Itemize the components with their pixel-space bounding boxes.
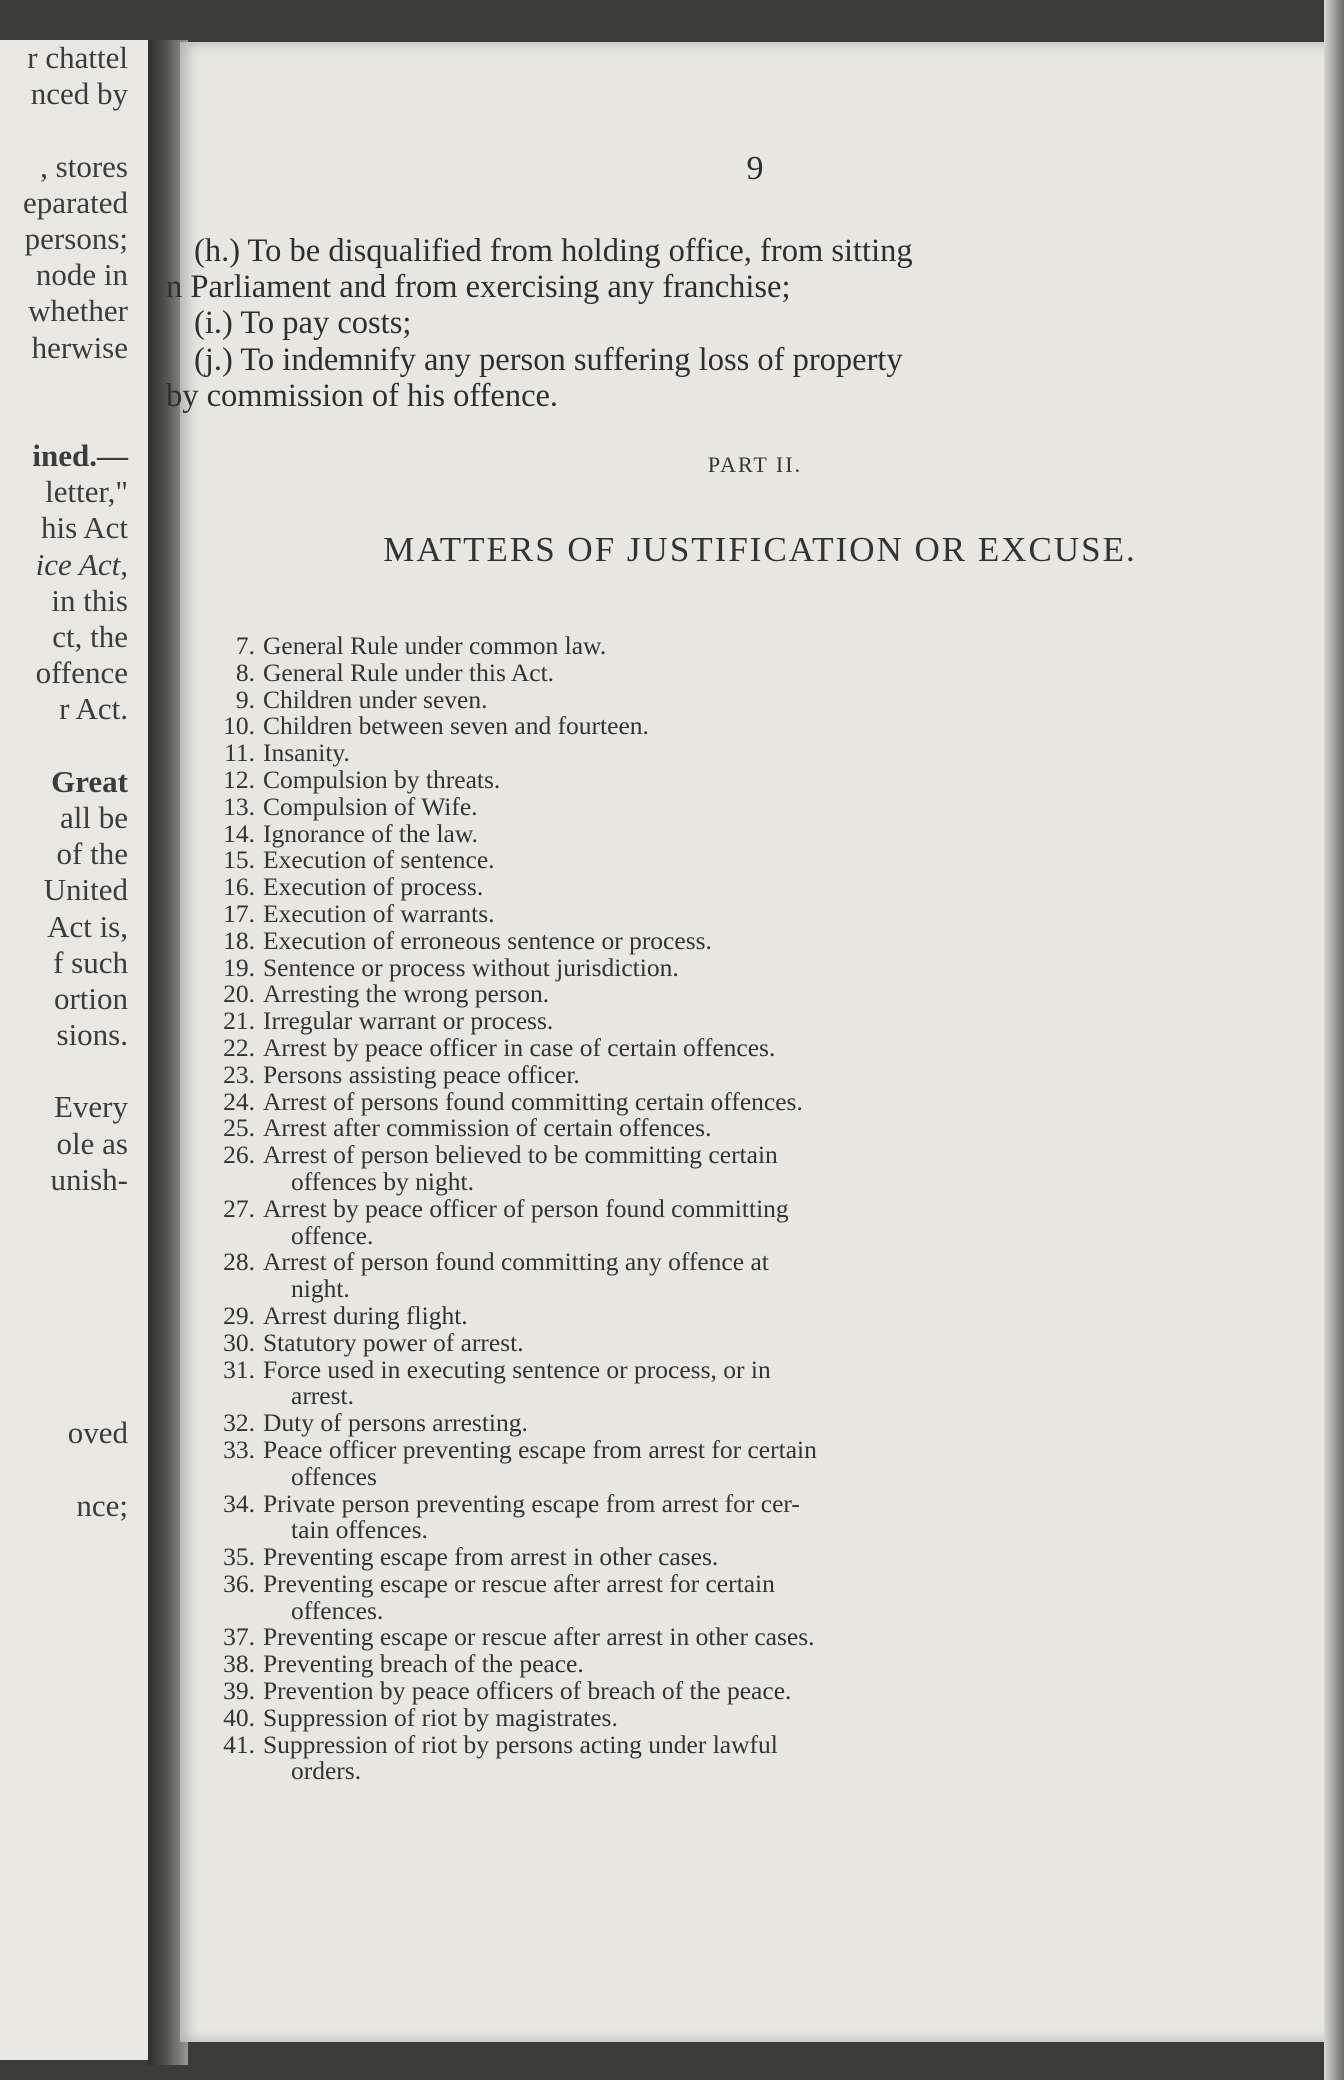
section-title xyxy=(263,1193,1212,1250)
left-page-line: , stores xyxy=(40,148,128,184)
contents-entry xyxy=(212,981,1212,1008)
section-title-line: Arrest of person found committing any offence at xyxy=(263,1247,769,1277)
left-page-line: letter," xyxy=(45,474,128,510)
section-title-line: Arrest after commission of certain offences. xyxy=(263,1113,712,1143)
section-number: 18. xyxy=(223,925,255,955)
section-title-line: Arrest of persons found committing certain offences. xyxy=(263,1086,803,1116)
section-title-line: Arrest during flight. xyxy=(263,1300,468,1330)
left-page-line: ct, the xyxy=(52,619,128,654)
section-title-line: Children under seven. xyxy=(263,684,488,714)
section-title xyxy=(263,791,1212,821)
left-page-line xyxy=(23,1198,128,1234)
left-page-line: eparated xyxy=(23,184,128,220)
section-number: 8. xyxy=(235,657,255,687)
section-title xyxy=(263,1008,1212,1035)
section-number: 12. xyxy=(223,764,255,794)
section-number: 14. xyxy=(223,818,255,848)
contents-entry xyxy=(212,1624,1212,1651)
section-number: 29. xyxy=(223,1300,255,1330)
left-page-line xyxy=(23,728,128,764)
section-title xyxy=(263,740,1212,767)
section-number: 7. xyxy=(235,631,255,660)
section-title-continuation: orders. xyxy=(291,1756,362,1786)
contents-entry xyxy=(212,1488,1212,1545)
contents-entry xyxy=(212,791,1212,821)
section-title-line: Force used in executing sentence or process, or in xyxy=(263,1354,771,1384)
section-title-line: Preventing escape or rescue after arrest for certain xyxy=(263,1568,775,1598)
contents-entry xyxy=(212,1729,1212,1786)
section-title xyxy=(263,1678,1212,1705)
left-page-line xyxy=(23,1379,128,1415)
section-title-continuation: offences. xyxy=(291,1595,384,1625)
part-label: PART II. xyxy=(707,452,803,477)
left-page-line: ole as xyxy=(56,1125,128,1161)
section-title xyxy=(263,1434,1212,1491)
contents-entry xyxy=(212,1651,1212,1678)
section-title-line: Execution of erroneous sentence or process. xyxy=(263,925,712,955)
section-number: 13. xyxy=(223,791,255,821)
section-title xyxy=(263,1142,1212,1196)
section-title xyxy=(263,1300,1212,1330)
section-title xyxy=(263,713,1212,740)
section-number: 26. xyxy=(223,1140,255,1170)
paragraph-j-line-2: by commission of his offence. xyxy=(166,378,559,414)
section-number: 10. xyxy=(223,711,255,741)
section-number: 19. xyxy=(223,952,255,982)
section-title xyxy=(263,1354,1212,1411)
section-title-line: Suppression of riot by magistrates. xyxy=(263,1702,618,1732)
contents-entry xyxy=(212,633,1212,660)
section-title xyxy=(263,684,1212,714)
left-page-line: ined.— xyxy=(32,438,128,474)
left-page-line: Act is, xyxy=(47,908,128,944)
left-page-line: whether xyxy=(28,293,128,329)
section-title xyxy=(263,925,1212,955)
section-title xyxy=(263,874,1212,901)
contents-entry xyxy=(212,1702,1212,1732)
contents-entry xyxy=(212,1678,1212,1705)
section-title-continuation: night. xyxy=(291,1274,350,1304)
section-title xyxy=(263,764,1212,794)
left-page-line: ortion xyxy=(53,980,128,1016)
contents-entry xyxy=(212,1193,1212,1250)
contents-entry xyxy=(212,1032,1212,1062)
section-title-line: Irregular warrant or process. xyxy=(263,1006,554,1036)
left-page-line xyxy=(23,1307,128,1343)
contents-entry xyxy=(212,847,1212,874)
contents-entry xyxy=(212,684,1212,714)
section-title-continuation: offences xyxy=(291,1461,377,1491)
section-title-line: Duty of persons arresting. xyxy=(263,1408,528,1438)
section-number: 25. xyxy=(223,1113,255,1143)
section-number: 31. xyxy=(223,1354,255,1384)
left-page-line: of the xyxy=(56,836,128,872)
left-page-line: in this xyxy=(51,582,128,618)
contents-entry xyxy=(212,1568,1212,1625)
section-title-line: Peace officer preventing escape from arrest for certain xyxy=(263,1434,817,1464)
section-title xyxy=(263,1249,1212,1303)
section-number: 28. xyxy=(223,1247,255,1277)
section-title xyxy=(263,657,1212,687)
contents-entry xyxy=(212,1249,1212,1303)
left-page-line: herwise xyxy=(31,329,128,365)
contents-entry xyxy=(212,1086,1212,1116)
section-title-line: Preventing escape or rescue after arrest in other cases. xyxy=(263,1622,815,1652)
section-number: 36. xyxy=(223,1568,255,1598)
section-title xyxy=(263,1059,1212,1089)
paragraph-h-line-2: n Parliament and from exercising any franchise; xyxy=(166,269,791,305)
left-page-line: nced by xyxy=(30,76,128,112)
section-number: 17. xyxy=(223,898,255,928)
left-page-line: nce; xyxy=(76,1487,128,1523)
left-page-line: oved xyxy=(67,1415,128,1451)
section-number: 38. xyxy=(223,1649,255,1679)
contents-entry xyxy=(212,1300,1212,1330)
section-number: 11. xyxy=(224,738,255,768)
section-number: 22. xyxy=(223,1032,255,1062)
paragraph-h-line-1: (h.) To be disqualified from holding office, from sitting xyxy=(194,233,913,269)
contents-entry xyxy=(212,1142,1212,1196)
section-title-line: Children between seven and fourteen. xyxy=(263,711,649,741)
section-title-line: Preventing escape from arrest in other cases. xyxy=(263,1542,719,1572)
section-title-line: Compulsion by threats. xyxy=(263,764,501,794)
section-title xyxy=(263,1115,1212,1142)
section-title-continuation: offences by night. xyxy=(291,1166,474,1196)
section-title xyxy=(263,1410,1212,1437)
section-title-line: Preventing breach of the peace. xyxy=(263,1649,584,1679)
section-title xyxy=(263,1086,1212,1116)
page-edge xyxy=(1324,0,1344,2080)
section-number: 39. xyxy=(223,1676,255,1706)
contents-entry xyxy=(212,818,1212,848)
left-page-line: r Act. xyxy=(59,691,128,727)
section-title-line: Arresting the wrong person. xyxy=(263,979,550,1009)
section-title xyxy=(263,1544,1212,1571)
section-title-continuation: tain offences. xyxy=(291,1515,428,1545)
section-title-line: Arrest by peace officer of person found committing xyxy=(263,1193,789,1223)
section-title xyxy=(263,1651,1212,1678)
left-page-line: all be xyxy=(60,799,128,835)
section-number: 24. xyxy=(223,1086,255,1116)
section-number: 37. xyxy=(223,1622,255,1652)
section-title-line: Insanity. xyxy=(263,738,350,768)
left-page xyxy=(0,40,152,2060)
section-title xyxy=(263,1488,1212,1545)
section-title xyxy=(263,633,1212,660)
section-title xyxy=(263,1624,1212,1651)
contents-entry xyxy=(212,1059,1212,1089)
section-title-line: Prevention by peace officers of breach of the peace. xyxy=(263,1676,792,1706)
contents-entry xyxy=(212,925,1212,955)
left-page-line: unish- xyxy=(50,1161,128,1197)
left-page-line: r chattel xyxy=(27,40,128,75)
section-number: 9. xyxy=(235,684,255,714)
left-page-line: node in xyxy=(35,257,128,293)
left-page-line: persons; xyxy=(24,220,128,256)
section-title-line: Suppression of riot by persons acting under lawful xyxy=(263,1729,778,1759)
paragraph-j-line-1: (j.) To indemnify any person suffering loss of property xyxy=(194,342,903,378)
contents-entry xyxy=(212,657,1212,687)
left-page-line: offence xyxy=(35,655,128,691)
left-page-line: Every xyxy=(53,1089,128,1125)
left-page-line xyxy=(23,1451,128,1487)
section-number: 30. xyxy=(223,1327,255,1357)
section-title xyxy=(263,1032,1212,1062)
section-title-line: General Rule under this Act. xyxy=(263,657,555,687)
section-title-line: Arrest by peace officer in case of certain offences. xyxy=(263,1032,776,1062)
section-number: 40. xyxy=(223,1702,255,1732)
section-title-line: Execution of warrants. xyxy=(263,898,495,928)
section-number: 21. xyxy=(223,1006,255,1036)
section-title-line: Private person preventing escape from arrest for cer- xyxy=(263,1488,800,1518)
contents-entry xyxy=(212,1115,1212,1142)
section-title xyxy=(263,952,1212,982)
section-title xyxy=(263,847,1212,874)
contents-entry xyxy=(212,740,1212,767)
section-number: 33. xyxy=(223,1434,255,1464)
section-title-line: General Rule under common law. xyxy=(263,631,607,660)
contents-entry xyxy=(212,1434,1212,1491)
left-page-text xyxy=(23,40,128,1524)
contents-entry xyxy=(212,713,1212,740)
section-title xyxy=(263,898,1212,928)
contents-entry xyxy=(212,874,1212,901)
left-page-line xyxy=(23,1343,128,1379)
left-page-line xyxy=(23,1270,128,1306)
section-title-line: Arrest of person believed to be committing certain xyxy=(263,1140,778,1170)
left-page-line: ice Act, xyxy=(35,546,128,582)
left-page-line xyxy=(23,402,128,438)
section-title-line: Ignorance of the law. xyxy=(263,818,478,848)
section-number: 41. xyxy=(223,1729,255,1759)
left-page-line: his Act xyxy=(41,510,128,546)
left-page-line xyxy=(23,112,128,148)
section-number: 32. xyxy=(223,1408,255,1438)
contents-entry xyxy=(212,1544,1212,1571)
contents-entry xyxy=(212,1354,1212,1411)
left-page-line xyxy=(23,366,128,402)
left-page-line: United xyxy=(43,872,128,908)
section-title-line: Statutory power of arrest. xyxy=(263,1327,524,1357)
contents-entry xyxy=(212,764,1212,794)
section-number: 23. xyxy=(223,1059,255,1089)
section-number: 15. xyxy=(223,845,255,875)
section-number: 34. xyxy=(223,1488,255,1518)
section-title-line: Sentence or process without jurisdiction. xyxy=(263,952,679,982)
section-title-line: Execution of process. xyxy=(263,872,484,902)
contents-list xyxy=(212,633,1212,1785)
left-page-line: sions. xyxy=(56,1017,128,1053)
left-page-line: Great xyxy=(51,763,128,799)
section-number: 27. xyxy=(223,1193,255,1223)
right-page xyxy=(166,42,1330,2042)
section-title xyxy=(263,1327,1212,1357)
left-page-line xyxy=(23,1053,128,1089)
contents-entry xyxy=(212,1410,1212,1437)
left-page-line: f such xyxy=(53,944,128,980)
section-heading: MATTERS OF JUSTIFICATION OR EXCUSE. xyxy=(383,530,1137,569)
section-title-line: Compulsion of Wife. xyxy=(263,791,478,821)
section-number: 20. xyxy=(223,979,255,1009)
section-title xyxy=(263,1702,1212,1732)
section-title xyxy=(263,818,1212,848)
section-number: 35. xyxy=(223,1542,255,1572)
left-page-line xyxy=(23,1234,128,1270)
section-title-continuation: arrest. xyxy=(291,1381,355,1411)
section-title xyxy=(263,981,1212,1008)
contents-entry xyxy=(212,1008,1212,1035)
section-title xyxy=(263,1568,1212,1625)
section-title xyxy=(263,1729,1212,1786)
section-title-continuation: offence. xyxy=(291,1220,374,1250)
contents-entry xyxy=(212,898,1212,928)
contents-entry xyxy=(212,952,1212,982)
section-number: 16. xyxy=(223,872,255,902)
paragraph-i: (i.) To pay costs; xyxy=(194,305,412,341)
section-title-line: Persons assisting peace officer. xyxy=(263,1059,580,1089)
section-title-line: Execution of sentence. xyxy=(263,845,495,875)
contents-entry xyxy=(212,1327,1212,1357)
page-number: 9 xyxy=(746,150,764,187)
